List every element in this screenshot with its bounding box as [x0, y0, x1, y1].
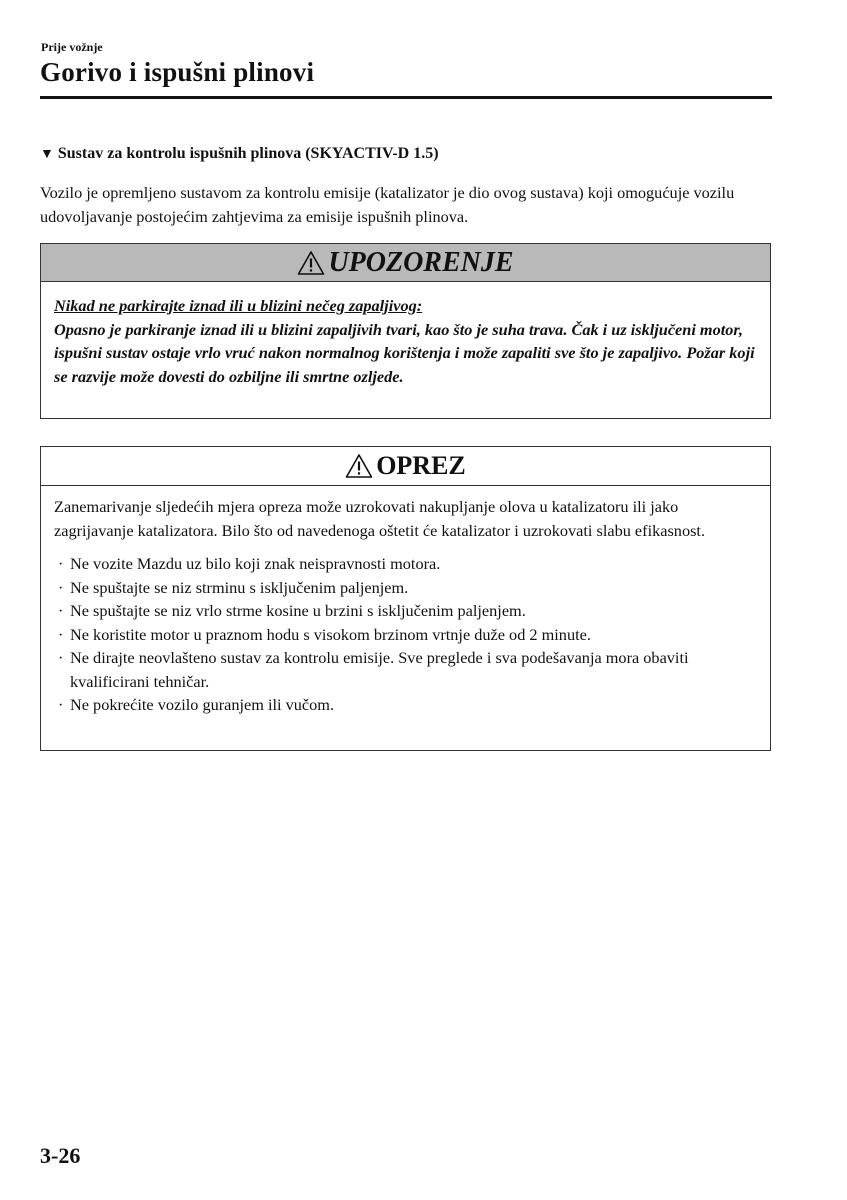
list-item: · Ne spuštajte se niz strminu s isključenim paljenjem.	[54, 576, 770, 600]
list-item: · Ne pokrećite vozilo guranjem ili vučom.	[54, 693, 770, 717]
list-item: · Ne vozite Mazdu uz bilo koji znak neispravnosti motora.	[54, 552, 770, 576]
section-intro: Vozilo je opremljeno sustavom za kontrolu emisije (katalizator je dio ovog sustava) koji omogućuje vozilu udovoljavanje postojećim zahtjevima za emisije ispušnih plinova.	[40, 183, 735, 226]
warning-lead: Nikad ne parkirajte iznad ili u blizini nečeg zapaljivog:	[54, 296, 423, 315]
page-number: 3-26	[40, 1143, 81, 1168]
warning-header	[41, 244, 770, 282]
list-item: · Ne koristite motor u praznom hodu s visokom brzinom vrtnje duže od 2 minute.	[54, 623, 770, 647]
caution-body	[41, 486, 770, 717]
title-divider	[40, 96, 772, 99]
warning-triangle-icon	[297, 250, 325, 276]
page-title: Gorivo i ispušni plinovi	[40, 57, 315, 87]
section-heading-text: Sustav za kontrolu ispušnih plinova (SKYACTIV-D 1.5)	[57, 145, 439, 162]
warning-body	[41, 282, 770, 388]
list-item: · Ne spuštajte se niz vrlo strme kosine u brzini s isključenim paljenjem.	[54, 599, 770, 623]
warning-text: Opasno je parkiranje iznad ili u blizini zapaljivih tvari, kao što je suha trava. Čak i uz isključeni motor, ispušni sustav ostaje vrlo vruć nakon normalnog korištenja i može zapaliti sve što je zapaljivo. Požar koji se razvije može dovesti do ozbiljne ili smrtne ozljede.	[54, 319, 755, 386]
caution-title: OPREZ	[376, 451, 466, 480]
list-item: · Ne dirajte neovlašteno sustav za kontrolu emisije. Sve preglede i sva podešavanja mora obaviti kvalificirani tehničar.	[54, 646, 770, 693]
caution-intro: Zanemarivanje sljedećih mjera opreza može uzrokovati nakupljanje olova u katalizatoru ili jako zagrijavanje katalizatora. Bilo što od navedenoga oštetit će katalizator i uzrokovati slabu efikasnost.	[54, 497, 706, 540]
warning-box	[40, 243, 771, 419]
triangle-down-icon: ▼	[40, 147, 54, 162]
caution-box	[40, 446, 771, 751]
warning-title: UPOZORENJE	[328, 246, 514, 278]
breadcrumb: Prije vožnje	[41, 40, 103, 54]
caution-header	[41, 447, 770, 486]
section-heading	[40, 145, 439, 163]
caution-list	[54, 552, 770, 717]
warning-triangle-icon	[345, 453, 373, 479]
